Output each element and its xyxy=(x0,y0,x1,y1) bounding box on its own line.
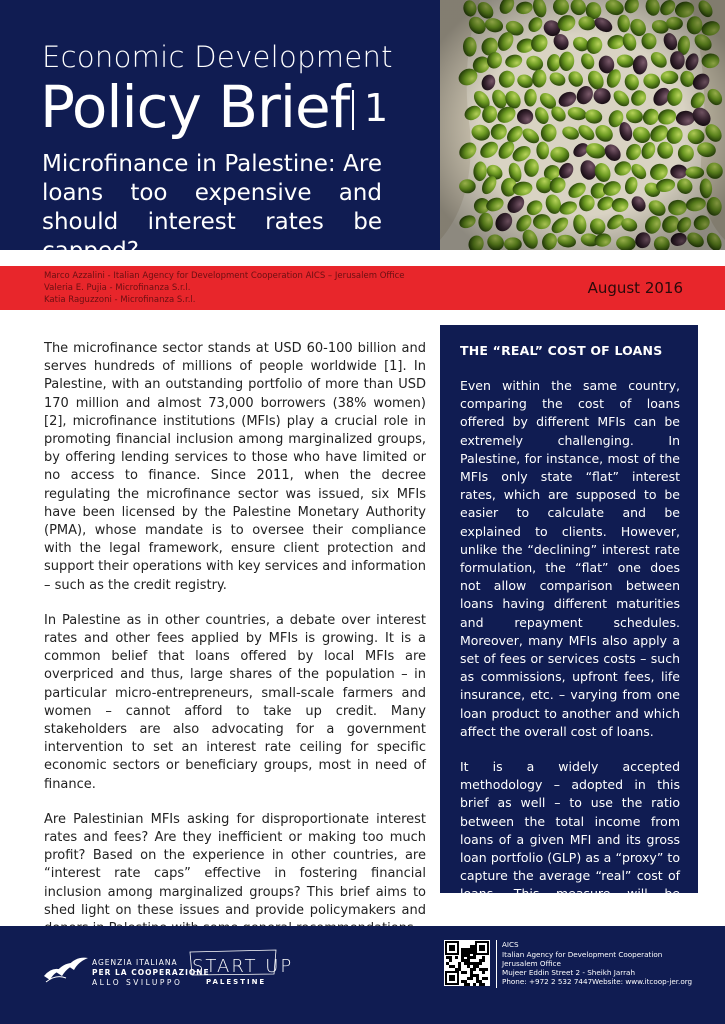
qr-cell xyxy=(464,948,467,951)
qr-cell xyxy=(467,959,470,962)
qr-cell xyxy=(455,968,458,971)
qr-cell xyxy=(482,959,485,962)
qr-cell xyxy=(482,968,485,971)
qr-cell xyxy=(464,971,467,974)
footer xyxy=(0,926,725,1024)
qr-cell xyxy=(476,974,479,977)
sidebar-title: THE “REAL” COST OF LOANS xyxy=(460,343,663,358)
qr-cell xyxy=(446,956,449,959)
qr-cell xyxy=(482,971,485,974)
qr-cell xyxy=(464,962,467,965)
body-paragraph: In Palestine as in other countries, a debate over interest rates and other fees applied by MFIs is growing. It is a common belief that loans offered by local MFIs are overpriced and thus, large shares of the population – in particular micro-entrepreneurs, small-scale farmers and women – cannot afford to take up credit. Many stakeholders are also advocating for a government intervention to set an interest rate ceiling for specific economic sectors or beneficiary groups, most in need of finance. xyxy=(44,612,426,792)
qr-cell xyxy=(464,959,467,962)
qr-cell xyxy=(482,956,485,959)
body-paragraph: The microfinance sector stands at USD 60-100 billion and serves hundreds of millions of people worldwide [1]. In Palestine, with an outstanding portfolio of more than USD 170 million and almost 73,000 borrowers (38% women) [2], microfinance institutions (MFIs) play a crucial role in promoting financial inclusion among marginalized groups, by offering lending services to those who have limited or no access to finance. Since 2011, when the decree regulating the microfinance sector was issued, six MFIs have been licensed by the Palestine Monetary Authority (PMA), whose mandate is to oversee their compliance with the legal framework, ensure client protection and support their operations with key services and information – such as the credit registry. xyxy=(44,341,426,593)
qr-cell xyxy=(473,962,476,965)
qr-cell xyxy=(473,974,476,977)
issue-divider xyxy=(352,90,354,130)
qr-cell xyxy=(482,983,485,986)
contact-address: Mujeer Eddin Street 2 - Sheikh Jarrah xyxy=(502,968,636,977)
qr-cell xyxy=(485,977,488,980)
qr-cell xyxy=(461,971,464,974)
sidebar-paragraph: It is a widely accepted methodology – adopted in this brief as well – to use the ratio between the total income from loans of a given MFI and its gross loan portfolio (GLP) as a “proxy” to capture the average “real” cost of loans. This measure will be hereafter referred to as “interest xyxy=(460,759,680,920)
qr-cell xyxy=(449,956,452,959)
main-body xyxy=(44,340,426,955)
author-line-1: Marco Azzalini - Italian Agency for Development Cooperation AICS – Jerusalem Office xyxy=(44,271,405,281)
qr-cell xyxy=(467,977,470,980)
qr-cell xyxy=(476,965,479,968)
qr-cell xyxy=(455,956,458,959)
sidebar-box xyxy=(440,325,698,920)
qr-cell xyxy=(461,951,464,954)
qr-cell xyxy=(461,954,464,957)
qr-cell xyxy=(461,948,464,951)
qr-cell xyxy=(467,965,470,968)
qr-code xyxy=(444,940,490,986)
qr-cell xyxy=(479,962,482,965)
contact-website: Website: www.itcoop-jer.org xyxy=(592,977,693,986)
qr-cell xyxy=(470,962,473,965)
qr-cell xyxy=(452,965,455,968)
contact-phone: Phone: +972 2 532 7447 xyxy=(502,977,593,986)
swallows-icon xyxy=(42,954,90,990)
qr-cell xyxy=(467,948,470,951)
qr-cell xyxy=(446,962,449,965)
contact-office: Jerusalem Office xyxy=(502,959,561,968)
qr-cell xyxy=(464,954,467,957)
startup-palestine-logo xyxy=(188,948,294,998)
brief-subtitle: Microfinance in Palestine: Are loans too expensive and should interest rates be capped? xyxy=(42,151,382,264)
qr-cell xyxy=(470,956,473,959)
qr-cell xyxy=(467,951,470,954)
contact-divider xyxy=(496,940,497,988)
qr-cell xyxy=(476,977,479,980)
qr-cell xyxy=(470,945,473,948)
series-kicker: Economic Development xyxy=(42,40,393,74)
qr-cell xyxy=(479,983,482,986)
contact-agency: Italian Agency for Development Cooperation xyxy=(502,950,663,959)
qr-cell xyxy=(476,962,479,965)
qr-cell xyxy=(470,971,473,974)
aics-logo-line-1: AGENZIA ITALIANA xyxy=(92,958,178,967)
startup-sub: PALESTINE xyxy=(206,978,267,986)
aics-logo-line-3: ALLO SVILUPPO xyxy=(92,978,183,987)
publication-date: August 2016 xyxy=(587,279,683,297)
qr-cell xyxy=(470,977,473,980)
qr-cell xyxy=(479,980,482,983)
qr-cell xyxy=(467,954,470,957)
aics-logo xyxy=(42,954,210,994)
qr-cell xyxy=(473,965,476,968)
qr-cell xyxy=(458,968,461,971)
issue-number: 1 xyxy=(364,86,389,130)
qr-cell xyxy=(470,948,473,951)
qr-cell xyxy=(461,959,464,962)
qr-cell xyxy=(461,980,464,983)
qr-cell xyxy=(473,968,476,971)
olives-photo xyxy=(440,0,725,250)
qr-cell xyxy=(467,983,470,986)
author-line-3: Katia Raguzzoni - Microfinanza S.r.l. xyxy=(44,295,196,305)
qr-cell xyxy=(449,965,452,968)
body-paragraph: Are Palestinian MFIs asking for disproportionate interest rates and fees? Are they inefficient or making too much profit? Based on the experience in other countries, are “interest rate caps” effective in fostering financial inclusion among marginalized groups? This brief aims to shed light on these issues and provide policymakers and xyxy=(44,811,426,918)
author-line-2: Valeria E. Pujia - Microfinanza S.r.l. xyxy=(44,283,191,293)
qr-cell xyxy=(464,983,467,986)
qr-cell xyxy=(476,980,479,983)
qr-cell xyxy=(470,951,473,954)
qr-cell xyxy=(467,962,470,965)
aics-logo-line-2: PER LA COOPERAZIONE xyxy=(92,968,210,977)
qr-cell xyxy=(464,980,467,983)
qr-cell xyxy=(479,959,482,962)
contact-org: AICS xyxy=(502,940,519,949)
qr-cell xyxy=(464,951,467,954)
qr-cell xyxy=(458,962,461,965)
startup-name: START UP xyxy=(192,956,294,977)
qr-cell xyxy=(470,974,473,977)
qr-cell xyxy=(482,977,485,980)
qr-cell xyxy=(473,983,476,986)
brief-title: Policy Brief xyxy=(40,73,350,141)
qr-cell xyxy=(479,968,482,971)
qr-cell xyxy=(458,965,461,968)
sidebar-body xyxy=(460,377,680,957)
qr-cell xyxy=(470,968,473,971)
qr-cell xyxy=(485,968,488,971)
qr-cell xyxy=(449,959,452,962)
sidebar-paragraph: Even within the same country, comparing the cost of loans offered by different MFIs can be extremely challenging. In Palestine, for instance, most of the MFIs only state “flat” interest rates, which are supposed to be easier to calculate and be explained to clients. However, unlike the “declining” interest rate formulation, the “flat” one does not allow comparison between loans having different maturities and repayment schedules. Moreover, many MFIs also apply a set of fees or services costs – such as commissions, upfront fees, life insurance, etc. – varying from one loan product to another and which affect the overall cost of loans. xyxy=(460,378,680,739)
